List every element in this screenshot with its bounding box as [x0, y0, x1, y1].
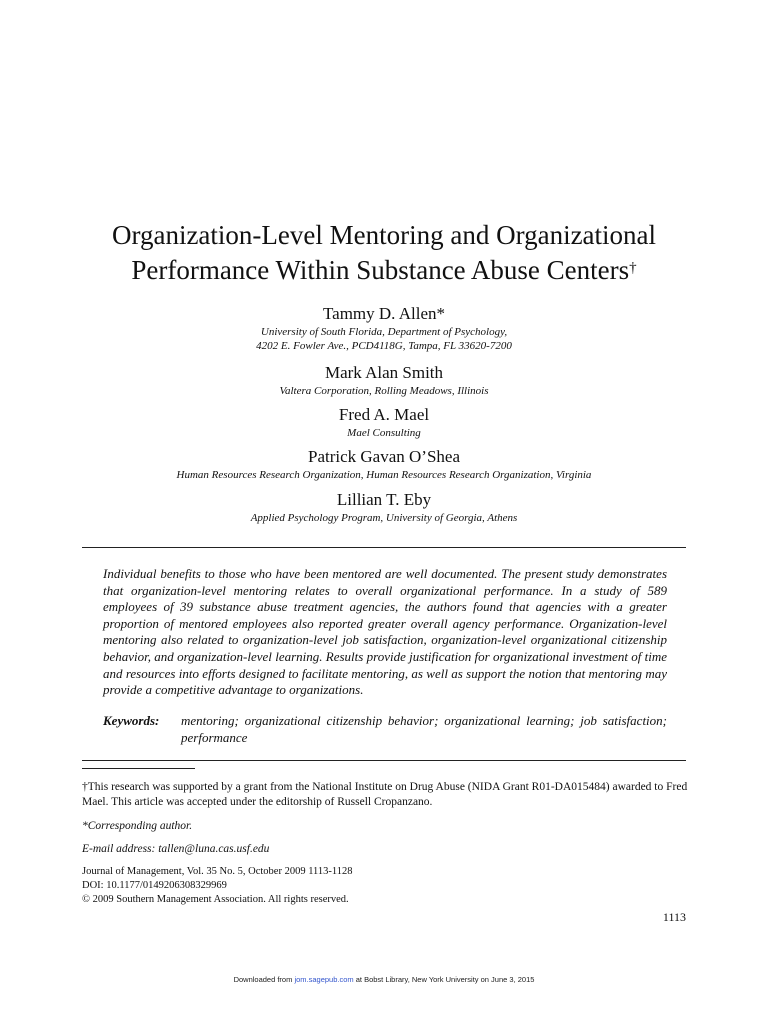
email-note: E-mail address: tallen@luna.cas.usf.edu: [82, 843, 270, 855]
author-block: [40, 362, 728, 398]
author-affiliation: Valtera Corporation, Rolling Meadows, Illinois: [279, 385, 489, 397]
title-line-1: Organization-Level Mentoring and Organizational: [111, 220, 657, 250]
author-block: [40, 446, 728, 482]
keywords-text: mentoring; organizational citizenship behavior; organizational learning; job satisfaction; performance: [181, 713, 667, 745]
journal-info: [82, 865, 353, 907]
title-line-2: Performance Within Substance Abuse Centers: [131, 255, 630, 285]
author-name: Mark Alan Smith: [324, 363, 444, 382]
author-block: [40, 489, 728, 525]
page-number: 1113: [662, 910, 686, 924]
journal-citation: Journal of Management, Vol. 35 No. 5, October 2009 1113-1128: [82, 866, 353, 877]
journal-doi: DOI: 10.1177/0149206308329969: [82, 880, 227, 891]
keywords-label: Keywords:: [103, 713, 160, 728]
author-affiliation: Applied Psychology Program, University of Georgia, Athens: [250, 512, 518, 524]
abstract-top-rule: [82, 547, 686, 548]
download-suffix: at Bobst Library, New York University on June 3, 2015: [353, 975, 535, 984]
abstract-text: Individual benefits to those who have been mentored are well documented. The present study demonstrates that organization-level mentoring relates to overall organizational performance. In a study of 589 employees of 39 substance abuse treatment agencies, the authors found that agencies with a greater proportion of mentored employees also reported greater overall agency performance. Organization-level mentoring also related to organization-level job satisfaction, organization-level organizational citizenship behavior, and organization-level learning. Results provide justification for organizational investment of time and resources into efforts designed to facilitate mentoring, as well as support the notion that mentoring may provide a competitive advantage to organizations.: [103, 566, 667, 698]
author-name: Lillian T. Eby: [336, 490, 432, 509]
author-affiliation: 4202 E. Fowler Ave., PCD4118G, Tampa, FL 33620-7200: [256, 340, 512, 352]
download-link[interactable]: jom.sagepub.com: [294, 975, 354, 984]
download-prefix: Downloaded from: [233, 975, 295, 984]
funding-footnote: †This research was supported by a grant from the National Institute on Drug Abuse (NIDA Grant R01-DA015484) awarded to Fred Mael. This article was accepted under the editorship of Russell Cropanzano.: [82, 781, 688, 808]
author-block: [40, 404, 728, 440]
author-name: Patrick Gavan O’Shea: [307, 447, 460, 466]
author-name: Fred A. Mael: [338, 405, 430, 424]
author-affiliation: University of South Florida, Department of Psychology,: [260, 326, 508, 338]
abstract-bottom-rule: [82, 760, 686, 761]
author-name: Tammy D. Allen*: [322, 304, 446, 323]
author-affiliation: Human Resources Research Organization, Human Resources Research Organization, Virginia: [176, 469, 592, 481]
keywords-block: [103, 712, 667, 746]
footnote-rule: [82, 768, 195, 769]
title-dagger: †: [629, 260, 637, 276]
journal-copyright: © 2009 Southern Management Association. All rights reserved.: [82, 894, 349, 905]
article-title: [60, 218, 708, 288]
corresponding-author-note: *Corresponding author.: [82, 820, 193, 832]
download-notice: [0, 975, 768, 984]
author-block: [40, 303, 728, 353]
author-affiliation: Mael Consulting: [347, 427, 421, 439]
